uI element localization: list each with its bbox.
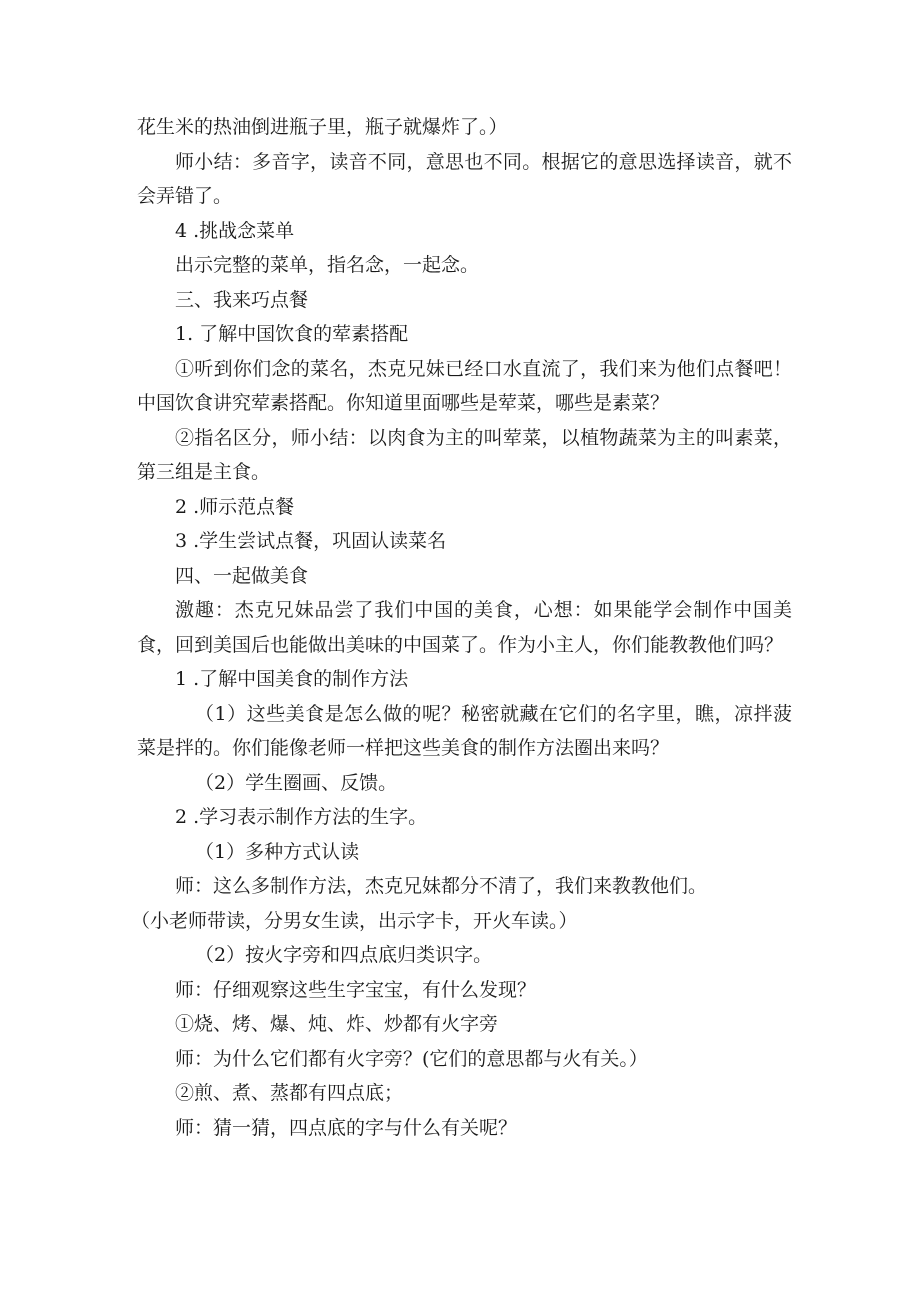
paragraph-21: 师：仔细观察这些生字宝宝，有什么发现？: [175, 978, 537, 1001]
paragraph-13: 1 .了解中国美食的制作方法: [175, 668, 409, 690]
paragraph-2: 师小结：多音字，读音不同，意思也不同。根据它的意思选择读音，就不会弄错了。: [137, 150, 792, 207]
paragraph-6: 1. 了解中国饮食的荤素搭配: [175, 323, 409, 345]
paragraph-10: 3 .学生尝试点餐，巩固认读菜名: [175, 530, 447, 552]
paragraph-18: 师：这么多制作方法，杰克兄妹都分不清了，我们来教教他们。: [175, 875, 708, 897]
paragraph-14: （1）这些美食是怎么做的呢？秘密就藏在它们的名字里，瞧，凉拌菠菜是拌的。你们能像老师一样把这些美食的制作方法圈出来吗？: [137, 702, 792, 759]
paragraph-23: 师：为什么它们都有火字旁？(它们的意思都与火有关。）: [175, 1047, 648, 1070]
paragraph-20: （2）按火字旁和四点底归类识字。: [195, 944, 493, 966]
paragraph-16: 2 .学习表示制作方法的生字。: [175, 806, 428, 828]
paragraph-9: 2 .师示范点餐: [175, 495, 295, 518]
paragraph-12: 激趣：杰克兄妹品尝了我们中国的美食，心想：如果能学会制作中国美食，回到美国后也能做出美味的中国菜了。作为小主人，你们能教教他们吗？: [137, 599, 792, 656]
section-heading-3: 三、我来巧点餐: [175, 288, 309, 311]
paragraph-7: ①听到你们念的菜名，杰克兄妹已经口水直流了，我们来为他们点餐吧！中国饮食讲究荤素搭配。你知道里面哪些是荤菜，哪些是素菜？: [137, 357, 792, 414]
paragraph-19: （小老师带读，分男女生读，出示字卡，开火车读。）: [131, 909, 578, 932]
paragraph-15: （2）学生圈画、反馈。: [195, 771, 398, 794]
paragraph-1: 花生米的热油倒进瓶子里，瓶子就爆炸了。）: [137, 116, 508, 138]
section-heading-4: 四、一起做美食: [175, 564, 309, 587]
paragraph-17: （1）多种方式认读: [195, 840, 360, 863]
paragraph-25: 师：猜一猜，四点底的字与什么有关呢？: [175, 1116, 518, 1139]
document-body: [131, 110, 792, 1145]
paragraph-22: ①烧、烤、爆、炖、炸、炒都有火字旁: [175, 1013, 499, 1035]
paragraph-4: 出示完整的菜单，指名念，一起念。: [175, 254, 480, 276]
paragraph-24: ②煎、煮、蒸都有四点底；: [175, 1082, 404, 1104]
paragraph-8: ②指名区分，师小结：以肉食为主的叫荤菜，以植物蔬菜为主的叫素菜，第三组是主食。: [137, 426, 792, 483]
paragraph-3: 4 .挑战念菜单: [175, 219, 295, 242]
